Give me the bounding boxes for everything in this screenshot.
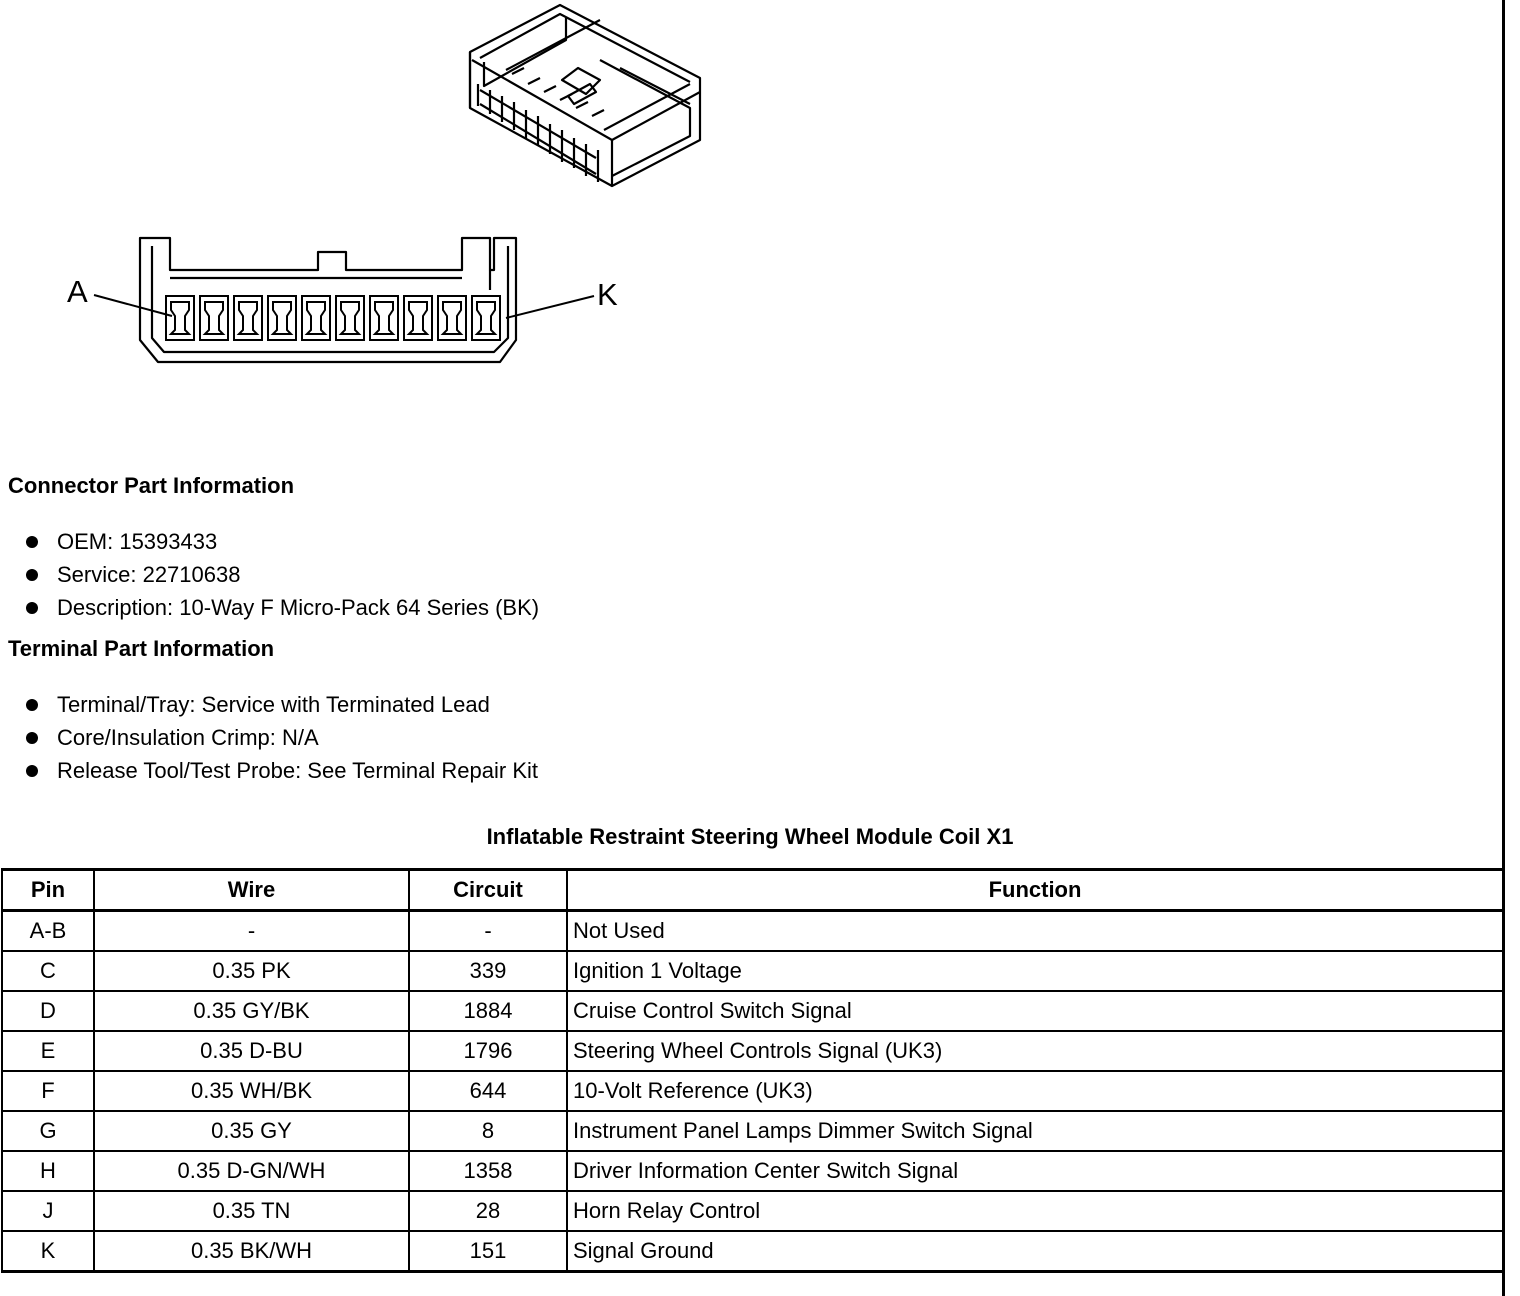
list-item — [22, 721, 538, 754]
cell-pin: A-B — [2, 911, 94, 952]
cell-pin: H — [2, 1151, 94, 1191]
table-row — [2, 1151, 1503, 1191]
cell-pin: D — [2, 991, 94, 1031]
cell-pin: F — [2, 1071, 94, 1111]
bullet-icon — [26, 765, 38, 777]
terminal-cavity — [336, 296, 364, 340]
list-item-text: Description: 10-Way F Micro-Pack 64 Series (BK) — [57, 595, 540, 620]
list-item — [22, 688, 538, 721]
terminal-cavity — [370, 296, 398, 340]
cell-function: Driver Information Center Switch Signal — [567, 1151, 1503, 1191]
table-row — [2, 1031, 1503, 1071]
leader-line-k — [506, 296, 594, 318]
list-item — [22, 558, 539, 591]
cell-wire: 0.35 BK/WH — [94, 1231, 409, 1272]
terminal-cavity — [472, 296, 500, 340]
cell-circuit: 339 — [409, 951, 567, 991]
cell-function: Horn Relay Control — [567, 1191, 1503, 1231]
table-row — [2, 991, 1503, 1031]
cell-pin: G — [2, 1111, 94, 1151]
cell-circuit: 151 — [409, 1231, 567, 1272]
cell-wire: 0.35 D-GN/WH — [94, 1151, 409, 1191]
connector-part-info-list — [22, 525, 539, 624]
cell-pin: J — [2, 1191, 94, 1231]
terminal-part-info-list — [22, 688, 538, 787]
cell-pin: K — [2, 1231, 94, 1272]
list-item-text: Core/Insulation Crimp: N/A — [57, 725, 319, 750]
list-item-text: Release Tool/Test Probe: See Terminal Repair Kit — [57, 758, 538, 783]
bullet-icon — [26, 732, 38, 744]
cell-pin: C — [2, 951, 94, 991]
column-header-circuit: Circuit — [409, 870, 567, 911]
pinout-table — [1, 868, 1504, 1273]
cell-circuit: 28 — [409, 1191, 567, 1231]
terminal-cavity — [200, 296, 228, 340]
cell-circuit: - — [409, 911, 567, 952]
column-header-wire: Wire — [94, 870, 409, 911]
cell-wire: - — [94, 911, 409, 952]
column-header-pin: Pin — [2, 870, 94, 911]
connector-face-view — [140, 238, 516, 362]
cavity-row — [166, 296, 500, 340]
cell-wire: 0.35 GY/BK — [94, 991, 409, 1031]
cell-function: Instrument Panel Lamps Dimmer Switch Signal — [567, 1111, 1503, 1151]
terminal-cavity — [404, 296, 432, 340]
pin-label-a: A — [67, 274, 88, 309]
cell-wire: 0.35 D-BU — [94, 1031, 409, 1071]
cell-circuit: 1796 — [409, 1031, 567, 1071]
cell-wire: 0.35 GY — [94, 1111, 409, 1151]
connector-part-info-heading: Connector Part Information — [8, 473, 295, 498]
connector-diagram — [0, 0, 1500, 420]
list-item — [22, 591, 539, 624]
pin-label-k: K — [597, 277, 618, 312]
cell-function: Ignition 1 Voltage — [567, 951, 1503, 991]
table-row — [2, 911, 1503, 952]
table-header-row — [2, 870, 1503, 911]
table-row — [2, 1191, 1503, 1231]
cell-circuit: 1884 — [409, 991, 567, 1031]
table-title: Inflatable Restraint Steering Wheel Module Coil X1 — [486, 824, 1014, 849]
table-row — [2, 951, 1503, 991]
cell-circuit: 1358 — [409, 1151, 567, 1191]
bullet-icon — [26, 602, 38, 614]
terminal-cavity — [438, 296, 466, 340]
list-item-text: Service: 22710638 — [57, 562, 241, 587]
cell-wire: 0.35 WH/BK — [94, 1071, 409, 1111]
cell-function: Cruise Control Switch Signal — [567, 991, 1503, 1031]
list-item — [22, 525, 539, 558]
cell-pin: E — [2, 1031, 94, 1071]
list-item — [22, 754, 538, 787]
cell-circuit: 644 — [409, 1071, 567, 1111]
column-header-function: Function — [567, 870, 1503, 911]
table-row — [2, 1111, 1503, 1151]
cell-wire: 0.35 TN — [94, 1191, 409, 1231]
terminal-cavity — [166, 296, 194, 340]
list-item-text: OEM: 15393433 — [57, 529, 218, 554]
bullet-icon — [26, 536, 38, 548]
table-row — [2, 1231, 1503, 1272]
terminal-cavity — [268, 296, 296, 340]
cell-function: Not Used — [567, 911, 1503, 952]
terminal-part-info-heading: Terminal Part Information — [8, 636, 275, 661]
cell-function: Steering Wheel Controls Signal (UK3) — [567, 1031, 1503, 1071]
terminal-cavity — [302, 296, 330, 340]
connector-isometric-illustration — [470, 5, 700, 186]
bullet-icon — [26, 569, 38, 581]
cell-circuit: 8 — [409, 1111, 567, 1151]
leader-line-a — [94, 295, 172, 316]
table-row — [2, 1071, 1503, 1111]
cell-wire: 0.35 PK — [94, 951, 409, 991]
cell-function: Signal Ground — [567, 1231, 1503, 1272]
terminal-cavity — [234, 296, 262, 340]
cell-function: 10-Volt Reference (UK3) — [567, 1071, 1503, 1111]
table-body — [2, 911, 1503, 1272]
bullet-icon — [26, 699, 38, 711]
list-item-text: Terminal/Tray: Service with Terminated Lead — [57, 692, 490, 717]
